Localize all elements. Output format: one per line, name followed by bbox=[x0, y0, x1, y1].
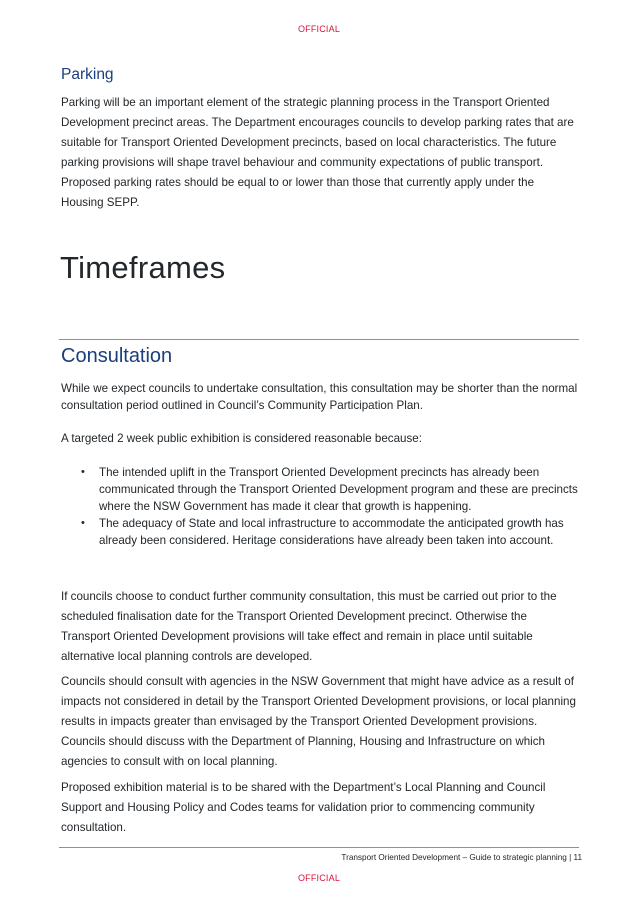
parking-heading: Parking bbox=[61, 66, 114, 83]
consultation-targeted-paragraph: A targeted 2 week public exhibition is considered reasonable because: bbox=[61, 432, 422, 445]
consultation-bullet-list bbox=[61, 464, 578, 549]
parking-paragraph: Parking will be an important element of the strategic planning process in the Transport Oriented Development precinct areas. The Department encourages councils to develop parking rates that are suitable for Transport Oriented Development precincts, based on local characteristics. The future parking provisions will shape travel behaviour and community expectations of public transport. Proposed parking rates should be equal to or lower than those that currently apply under the Housing SEPP. bbox=[61, 96, 574, 209]
bullet-icon: • bbox=[81, 466, 85, 478]
list-item-text: The adequacy of State and local infrastructure to accommodate the anticipated growth has already been considered. Heritage considerations have already been taken into account. bbox=[99, 517, 564, 547]
section-divider bbox=[59, 339, 579, 340]
consultation-heading: Consultation bbox=[61, 345, 173, 367]
exhibition-material-paragraph: Proposed exhibition material is to be shared with the Department’s Local Planning and Council Support and Housing Policy and Codes teams for validation prior to commencing community consultation. bbox=[61, 781, 546, 834]
agencies-paragraph: Councils should consult with agencies in the NSW Government that might have advice as a result of impacts not considered in detail by the Transport Oriented Development provisions, or local planning results in impacts greater than envisaged by the Transport Oriented Development provisions. Councils should discuss with the Department of Planning, Housing and Infrastructure on which agencies to consult with on local planning. bbox=[61, 675, 576, 768]
further-consultation-paragraph: If councils choose to conduct further community consultation, this must be carried out prior to the scheduled finalisation date for the Transport Oriented Development precinct. Otherwise the Transport Oriented Development provisions will take effect and remain in place until suitable alternative local planning controls are developed. bbox=[61, 590, 557, 663]
list-item bbox=[61, 515, 578, 549]
classification-label-bottom: OFFICIAL bbox=[297, 873, 341, 883]
list-item bbox=[61, 464, 578, 515]
footer-title: Transport Oriented Development – Guide to strategic planning | 11 bbox=[341, 853, 582, 862]
consultation-intro-paragraph: While we expect councils to undertake consultation, this consultation may be shorter than the normal consultation period outlined in Council’s Community Participation Plan. bbox=[61, 382, 578, 412]
timeframes-heading: Timeframes bbox=[60, 250, 226, 285]
footer-divider bbox=[59, 847, 579, 848]
list-item-text: The intended uplift in the Transport Oriented Development precincts has already been communicated through the Transport Oriented Development program and these are precincts where the NSW Government has made it clear that growth is happening. bbox=[99, 466, 578, 513]
classification-label-top: OFFICIAL bbox=[297, 24, 341, 34]
bullet-icon: • bbox=[81, 517, 85, 529]
